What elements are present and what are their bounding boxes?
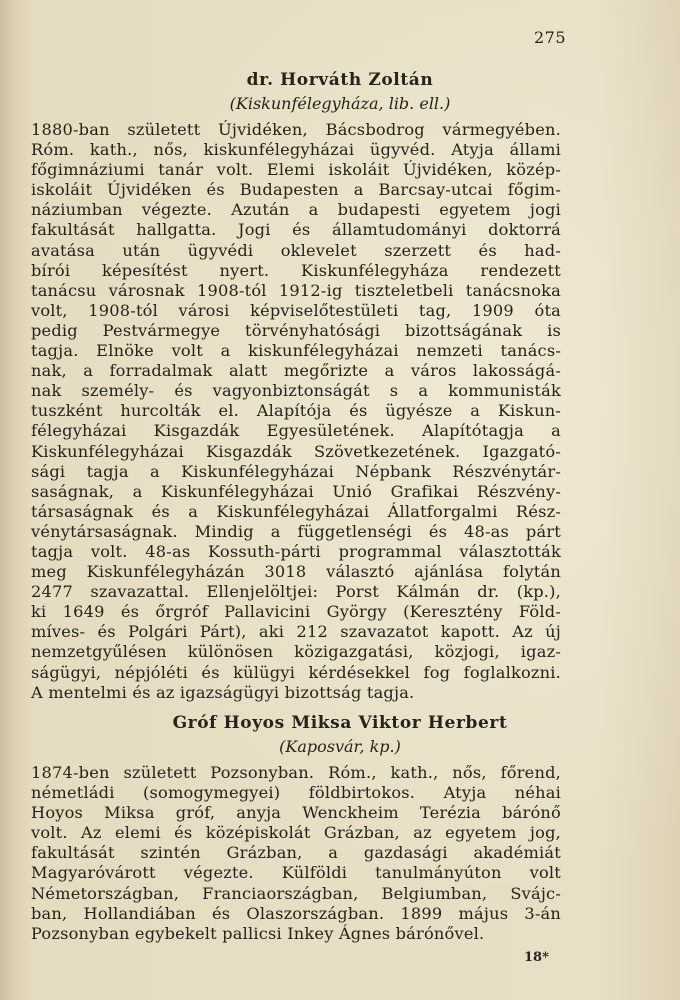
text-line: meg Kiskunfélegyházán 3018 választó ajánlása folytán <box>31 562 561 582</box>
text-line: Pozsonyban egybekelt pallicsi Inkey Ágnes bárónővel. <box>31 923 485 943</box>
text-line: fakultását szintén Grázban, a gazdasági akadémiát <box>31 843 561 863</box>
text-line: iskoláit Újvidéken és Budapesten a Barcsay-utcai főgim- <box>31 180 561 200</box>
text-line: főgimnáziumi tanár volt. Elemi iskoláit Újvidéken, közép- <box>31 160 561 180</box>
text-line: bírói képesítést nyert. Kiskunfélegyháza rendezett <box>31 260 561 280</box>
text-line: tanácsu városnak 1908-tól 1912-ig tiszteletbeli tanácsnoka <box>31 280 561 300</box>
text-line: tagja volt. 48-as Kossuth-párti programmal választották <box>31 541 561 561</box>
text-line: 1874-ben született Pozsonyban. Róm., kath., nős, főrend, <box>31 763 561 782</box>
text-line: Róm. kath., nős, kiskunfélegyházai ügyvéd. Atyja állami <box>31 140 561 160</box>
text-line: Magyaróvárott végezte. Külföldi tanulmányúton volt <box>31 863 561 883</box>
text-line: nak személy- és vagyonbiztonságát s a kommunisták <box>31 381 561 401</box>
text-line: németládi (somogymegyei) földbirtokos. Atyja néhai <box>31 783 561 803</box>
text-line: Kiskunfélegyházai Kisgazdák Szövetkezetének. Igazgató- <box>31 441 561 461</box>
printer-signature-mark: 18* <box>524 950 549 965</box>
entry1-biography <box>31 120 561 703</box>
text-line: saságnak, a Kiskunfélegyházai Unió Grafikai Részvény- <box>31 481 561 501</box>
text-line: volt. Az elemi és középiskolát Grázban, az egyetem jog, <box>31 823 561 843</box>
page-number: 275 <box>534 28 567 47</box>
text-line: ki 1649 és őrgróf Pallavicini György (Keresztény Föld- <box>31 602 561 622</box>
text-line: náziumban végezte. Azután a budapesti egyetem jogi <box>31 200 561 220</box>
text-line: sági tagja a Kiskunfélegyházai Népbank Részvénytár- <box>31 461 561 481</box>
text-line: avatása után ügyvédi oklevelet szerzett és had- <box>31 240 561 260</box>
text-line: pedig Pestvármegye törvényhatósági bizottságának is <box>31 320 561 340</box>
text-line: társaságnak és a Kiskunfélegyházai Állatforgalmi Rész- <box>31 501 561 521</box>
text-line: tagja. Elnöke volt a kiskunfélegyházai nemzeti tanács- <box>31 341 561 361</box>
entry2-name-heading: Gróf Hoyos Miksa Viktor Herbert <box>172 713 508 733</box>
text-line: 2477 szavazattal. Ellenjelöltjei: Porst Kálmán dr. (kp.), <box>31 582 561 602</box>
text-line: volt, 1908-tól városi képviselőtestületi tag, 1909 óta <box>31 300 561 320</box>
text-line: ban, Hollandiában és Olaszországban. 1899 május 3-án <box>31 903 561 923</box>
text-line: Hoyos Miksa gróf, anyja Wenckheim Terézia bárónő <box>31 803 561 823</box>
text-line: nemzetgyűlésen különösen közigazgatási, közjogi, igaz- <box>31 642 561 662</box>
text-line: míves- és Polgári Párt), aki 212 szavazatot kapott. Az új <box>31 622 561 642</box>
entry1-name-heading: dr. Horváth Zoltán <box>246 70 434 90</box>
text-line: nak, a forradalmak alatt megőrizte a város lakosságá- <box>31 361 561 381</box>
text-line: A mentelmi és az igazságügyi bizottság tagja. <box>31 682 415 702</box>
text-line: Németországban, Franciaországban, Belgiumban, Svájc- <box>31 883 561 903</box>
entry1-constituency: (Kiskunfélegyháza, lib. ell.) <box>229 94 451 113</box>
text-line: félegyházai Kisgazdák Egyesületének. Alapítótagja a <box>31 421 561 441</box>
text-line: 1880-ban született Újvidéken, Bácsbodrog vármegyében. <box>31 120 561 139</box>
entry2-constituency: (Kaposvár, kp.) <box>279 737 401 756</box>
text-line: tuszként hurcolták el. Alapítója és ügyésze a Kiskun- <box>31 401 561 421</box>
text-line: vénytársaságnak. Mindig a függetlenségi és 48-as párt <box>31 521 561 541</box>
entry2-biography <box>31 763 561 944</box>
text-line: ságügyi, népjóléti és külügyi kérdésekkel fog foglalkozni. <box>31 662 561 682</box>
text-line: fakultását hallgatta. Jogi és államtudományi doktorrá <box>31 220 561 240</box>
